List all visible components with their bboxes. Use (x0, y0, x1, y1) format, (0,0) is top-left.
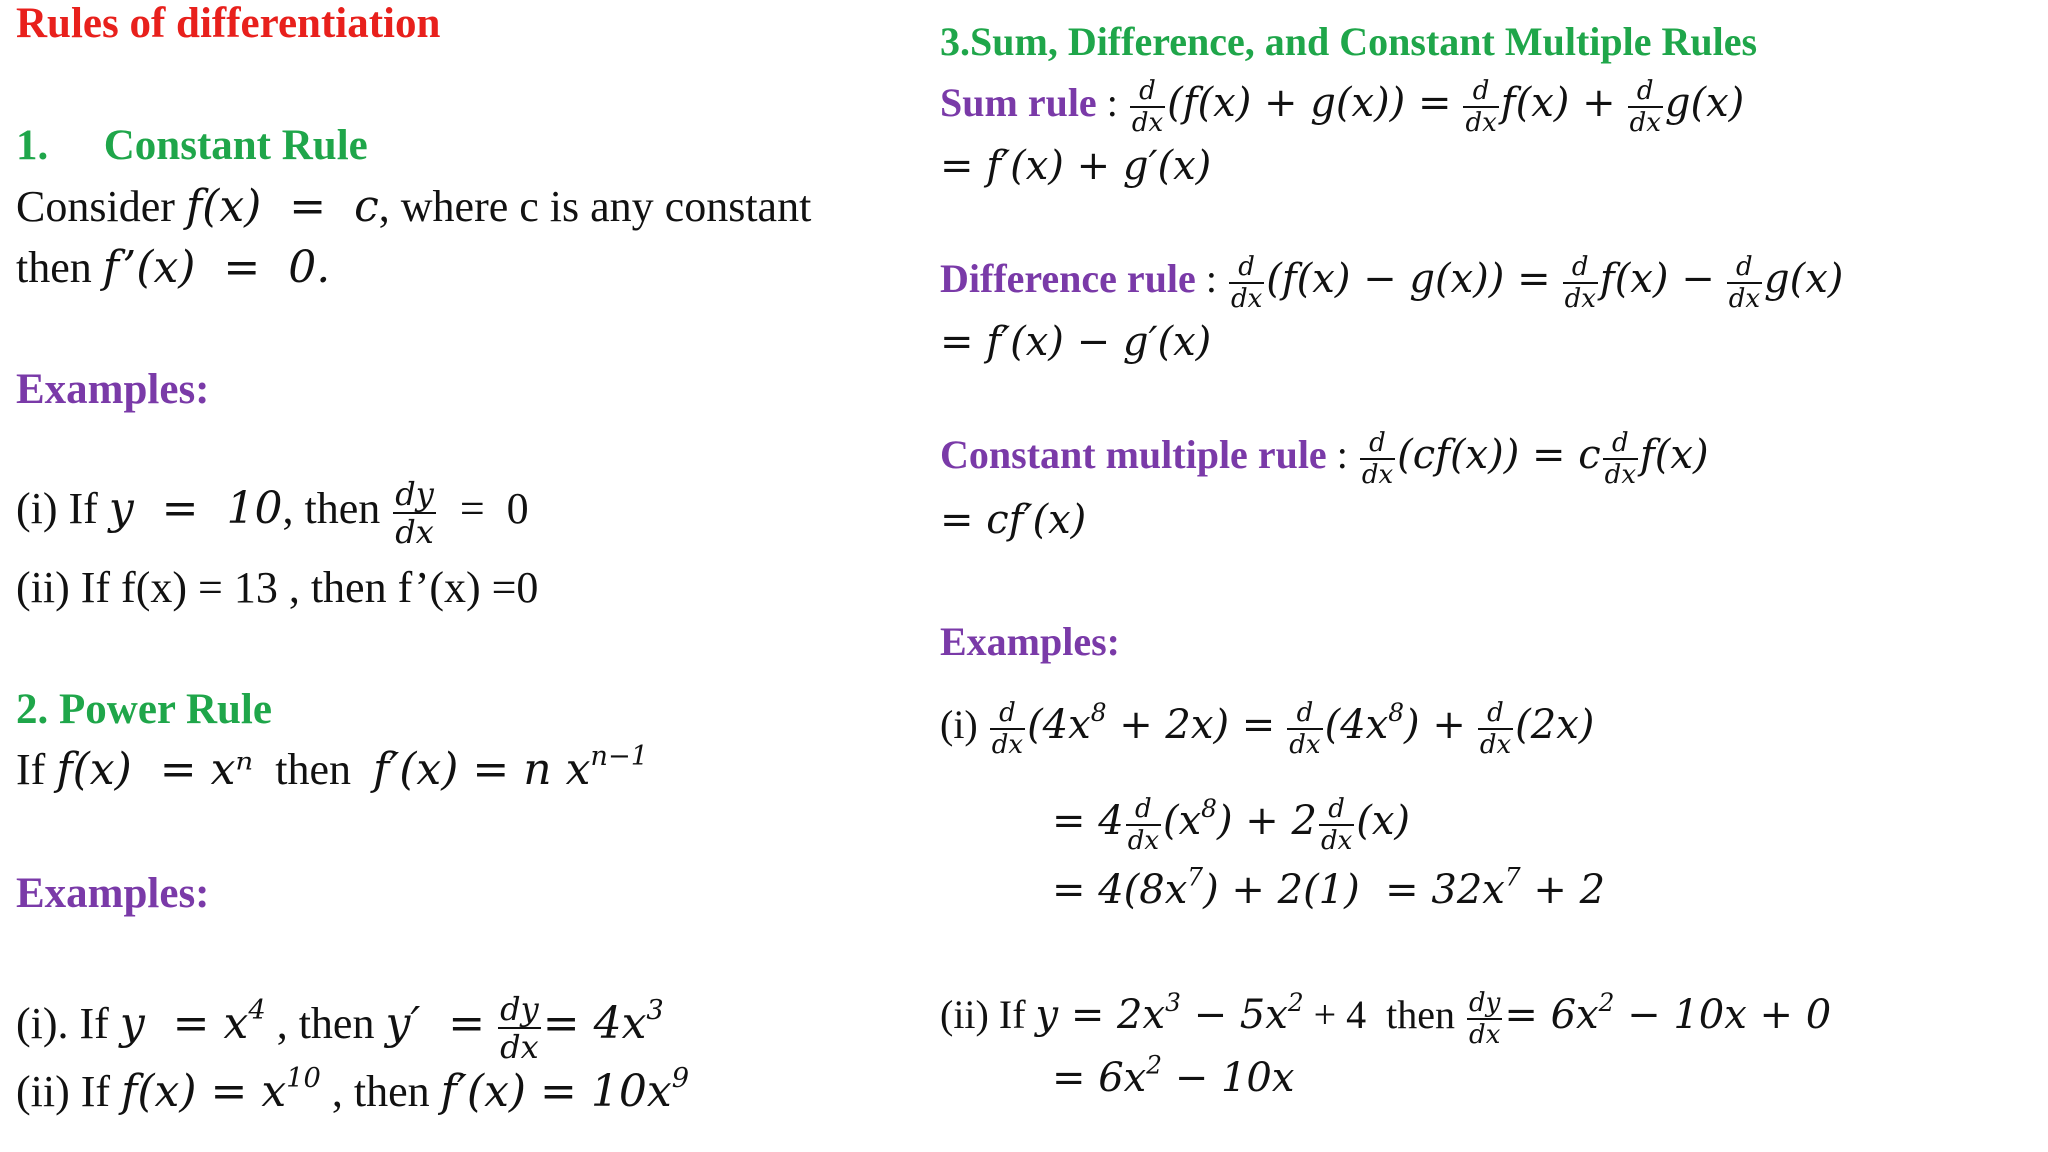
ex-ii-l2-sup: 2 (1146, 1050, 1163, 1080)
fraction-numerator: d (1603, 430, 1638, 460)
fraction-denominator: dx (500, 1028, 539, 1066)
ex-i-e: (2x) (1515, 702, 1595, 749)
power-example-2 (16, 1062, 690, 1117)
ex-i-l2-b-sup: 8 (1201, 793, 1217, 823)
d-dx-fraction (1563, 254, 1598, 312)
d-dx-fraction (990, 700, 1025, 758)
constant-multiple-rule-line1 (940, 430, 1709, 488)
ex-i-l2-c: ) + 2 (1216, 798, 1317, 845)
difference-rule-expr1: (f(x) − g(x)) = (1266, 256, 1551, 303)
fraction-denominator: dx (1127, 826, 1159, 856)
fraction-numerator: d (1319, 796, 1354, 826)
ex-i-a-sup: 8 (1090, 697, 1107, 727)
power-example-1 (16, 990, 664, 1066)
ex2-ii-sup: 10 (286, 1062, 321, 1094)
ex-ii-l2-b: − 10x (1162, 1055, 1295, 1101)
ex-i-label: (i) (940, 702, 978, 748)
power-rule-statement (16, 740, 649, 795)
ex-i-a: (4x (1027, 702, 1091, 749)
ex-i-b: + 2x) = (1106, 702, 1276, 749)
ex2-ii-sup2: 9 (671, 1062, 690, 1094)
d-dx-fraction (1287, 700, 1322, 758)
fraction-numerator: d (1727, 254, 1762, 284)
ex-ii-c: + 4 then (1303, 992, 1466, 1038)
ex-ii-pre: (ii) If (940, 992, 1036, 1038)
d-dx-fraction (1727, 254, 1762, 312)
fraction-denominator: dx (1131, 108, 1164, 138)
fraction-numerator: d (1126, 796, 1161, 826)
fraction-denominator: dx (1479, 730, 1512, 760)
ex-i-l3-sup: 7 (1187, 862, 1204, 892)
constant-example-1 (16, 475, 529, 551)
sum-example-1-line1 (940, 697, 1595, 760)
fraction-denominator: dx (1230, 284, 1263, 314)
ex-ii-sup1: 3 (1165, 987, 1181, 1017)
ex-i-l3-b: ) + 2(1) = 32x (1203, 867, 1505, 913)
page-title: Rules of differentiation (16, 0, 441, 47)
constant-rule-line1-math: f(x) = c (185, 181, 379, 232)
examples-heading-1: Examples: (16, 366, 210, 413)
fraction-numerator: d (990, 700, 1025, 730)
fraction-numerator: d (1463, 78, 1498, 108)
fraction-denominator: dx (1728, 284, 1761, 314)
d-dx-fraction (1229, 254, 1264, 312)
ex2-i-math: y = x (119, 998, 249, 1050)
fraction-denominator: dx (1604, 460, 1636, 490)
ex-ii-e: − 10x + 0 (1614, 992, 1832, 1039)
ex-ii-sup2: 2 (1287, 987, 1304, 1017)
constant-multiple-expr2: f(x) (1639, 432, 1709, 479)
fraction-numerator: d (1229, 254, 1264, 284)
ex1-i-mid: , then (282, 484, 392, 534)
fraction-numerator: dy (395, 475, 434, 513)
ex2-i-sup: 4 (248, 995, 266, 1026)
sum-example-1-line3 (1052, 862, 1606, 913)
constant-multiple-rule-line2: = cf′(x) (940, 497, 1087, 543)
sum-rule-expr2: f(x) + (1500, 80, 1616, 127)
constant-rule-line2-math: f’(x) = 0. (102, 242, 331, 293)
power-rule-mid: then (253, 745, 373, 794)
power-rule-exponent: n−1 (590, 740, 649, 772)
constant-rule-line1-pre: Consider (16, 182, 186, 231)
ex2-ii-math: f(x) = x (121, 1066, 287, 1117)
fraction-denominator: dx (1465, 108, 1497, 138)
constant-multiple-label: Constant multiple rule (940, 432, 1327, 478)
constant-rule-line1 (16, 181, 812, 232)
fraction-numerator: d (1628, 78, 1663, 108)
examples-heading-3: Examples: (940, 619, 1120, 664)
ex2-ii-mid: , then (320, 1067, 441, 1116)
ex2-ii-pre: (ii) If (16, 1067, 122, 1116)
fraction-numerator: dy (500, 990, 539, 1028)
difference-rule-expr2: f(x) − (1599, 256, 1715, 303)
ex1-i-post: = 0 (437, 484, 529, 534)
constant-multiple-sep: : (1326, 432, 1358, 478)
constant-rule-line1-post: , where c is any constant (378, 182, 812, 231)
ex-i-l3-sup2: 7 (1504, 862, 1521, 892)
ex2-i-pre: (i). If (16, 999, 120, 1049)
power-rule-math: f(x) = xⁿ (56, 744, 254, 795)
dy-dx-fraction (1467, 990, 1502, 1048)
ex-i-d: ) + (1404, 702, 1466, 749)
sum-example-1-line2 (1052, 793, 1411, 856)
constant-rule-line2 (16, 242, 331, 293)
fraction-numerator: d (1563, 254, 1598, 284)
d-dx-fraction (1126, 796, 1161, 854)
d-dx-fraction (1130, 78, 1165, 136)
fraction-numerator: dy (1469, 988, 1501, 1018)
ex2-i-yprime: y′ = (385, 998, 486, 1050)
ex-i-l2-d: (x) (1356, 798, 1411, 845)
ex-i-l3-c: + 2 (1520, 867, 1606, 913)
dy-dx-fraction (498, 990, 541, 1066)
power-rule-pre: If (16, 745, 57, 794)
sum-rule-expr3: g(x) (1664, 80, 1745, 127)
fraction-numerator: d (1478, 700, 1513, 730)
sum-example-2-line1 (940, 987, 1832, 1050)
constant-multiple-expr1: (cf(x)) = c (1397, 432, 1601, 479)
ex2-i-sup2: 3 (646, 995, 664, 1026)
constant-rule-number: 1. (16, 122, 49, 169)
examples-heading-2: Examples: (16, 870, 210, 917)
fraction-denominator: dx (1289, 730, 1321, 760)
difference-rule-sep: : (1195, 256, 1227, 302)
fraction-denominator: dx (1469, 1020, 1501, 1050)
sum-rule-line2: = f′(x) + g′(x) (940, 143, 1212, 189)
ex-ii-b: − 5x (1180, 992, 1288, 1039)
ex-i-l2-b: (x (1163, 798, 1202, 845)
constant-rule-title: Constant Rule (103, 122, 368, 169)
ex-i-l2-a: = 4 (1052, 798, 1124, 845)
sum-rule-label: Sum rule (940, 80, 1097, 126)
sum-example-2-line2 (1052, 1050, 1295, 1101)
ex2-i-eq: = 4x (542, 998, 647, 1050)
constant-example-2: (ii) If f(x) = 13 , then f’(x) =0 (16, 563, 539, 612)
difference-rule-label: Difference rule (940, 256, 1196, 302)
ex2-ii-result: f′(x) = 10x (440, 1066, 672, 1117)
sum-rule-line1 (940, 78, 1744, 136)
fraction-denominator: dx (1564, 284, 1596, 314)
ex1-i-pre: (i) If (16, 484, 109, 534)
ex1-i-math: y = 10 (108, 483, 283, 535)
fraction-denominator: dx (1320, 826, 1353, 856)
power-rule-result: f′(x) = n x (372, 744, 591, 795)
fraction-denominator: dx (1361, 460, 1394, 490)
ex-i-l3-a: = 4(8x (1052, 867, 1188, 913)
fraction-numerator: d (1130, 78, 1165, 108)
power-rule-heading: 2. Power Rule (16, 686, 272, 733)
d-dx-fraction (1603, 430, 1638, 488)
dy-dx-fraction (393, 475, 436, 551)
difference-rule-expr3: g(x) (1764, 256, 1844, 303)
sum-difference-heading: 3.Sum, Difference, and Constant Multiple Rules (940, 19, 1758, 64)
ex2-i-mid: , then (265, 999, 386, 1049)
fraction-numerator: d (1360, 430, 1395, 460)
ex-ii-d: = 6x (1504, 992, 1599, 1039)
fraction-numerator: d (1287, 700, 1322, 730)
constant-rule-line2-pre: then (16, 243, 103, 292)
d-dx-fraction (1319, 796, 1354, 854)
fraction-denominator: dx (395, 513, 434, 551)
constant-rule-heading (16, 124, 368, 167)
ex-i-c-sup: 8 (1388, 697, 1404, 727)
ex-ii-a: y = 2x (1035, 992, 1166, 1039)
difference-rule-line2: = f′(x) − g′(x) (940, 319, 1212, 365)
d-dx-fraction (1478, 700, 1513, 758)
difference-rule-line1 (940, 254, 1843, 312)
sum-rule-sep: : (1096, 80, 1128, 126)
ex-ii-l2: = 6x (1052, 1055, 1147, 1101)
fraction-denominator: dx (991, 730, 1024, 760)
ex-ii-sup3: 2 (1598, 987, 1615, 1017)
d-dx-fraction (1628, 78, 1663, 136)
d-dx-fraction (1463, 78, 1498, 136)
ex-i-c: (4x (1324, 702, 1389, 749)
fraction-denominator: dx (1629, 108, 1661, 138)
d-dx-fraction (1360, 430, 1395, 488)
sum-rule-expr1: (f(x) + g(x)) = (1167, 80, 1452, 127)
